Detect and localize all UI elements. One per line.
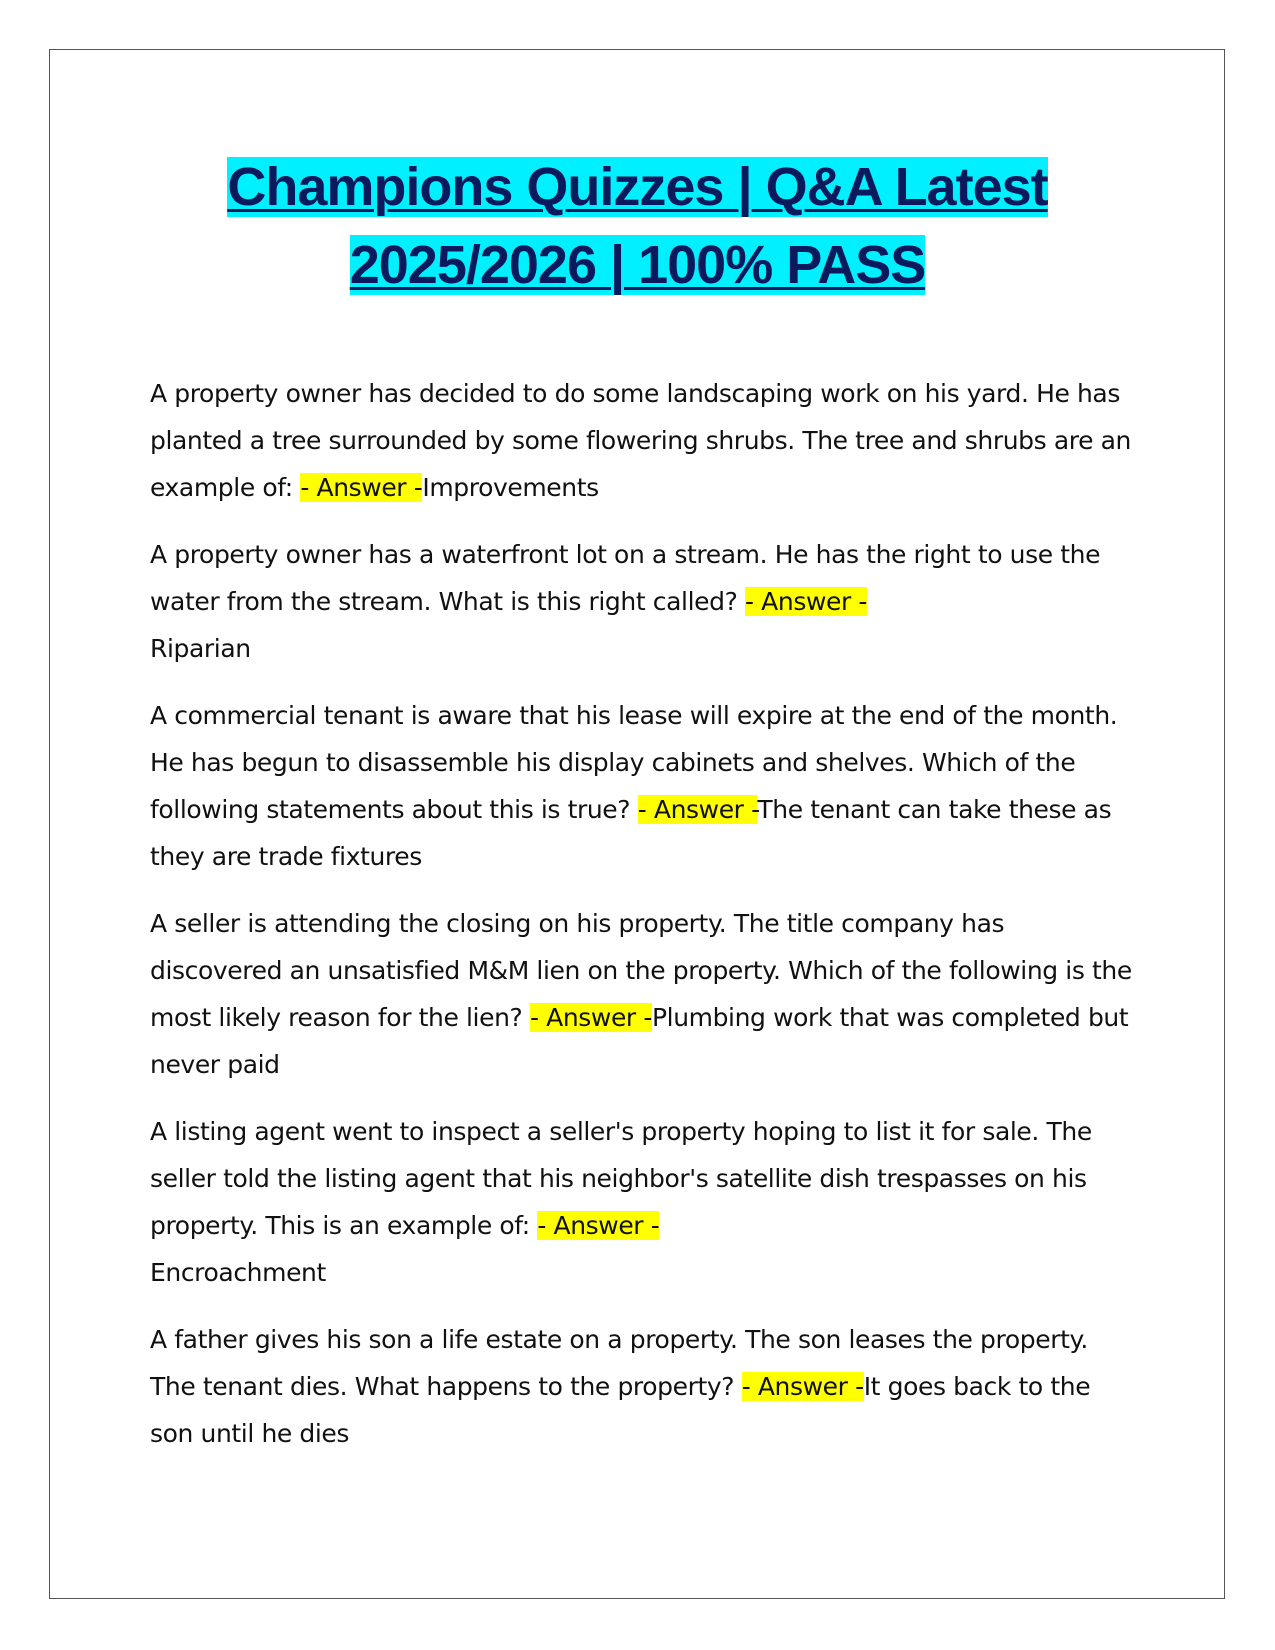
qa-item [150,1108,1140,1296]
qa-item [150,531,1140,672]
question-text: A father gives his son a life estate on a property. The son leases the property. The tenant dies. What happens to the property? [150,1325,1088,1401]
answer-text: Riparian [150,634,251,663]
qa-item [150,900,1140,1088]
qa-item [150,1316,1140,1457]
answer-text: Encroachment [150,1258,326,1287]
answer-text: Improvements [422,473,599,502]
title-line-1: Champions Quizzes | Q&A Latest [227,157,1048,217]
qa-list [150,370,1140,1477]
answer-marker: - Answer - [537,1211,660,1240]
answer-text: Plumbing work that was completed but never paid [150,1003,1129,1079]
title-line-2: 2025/2026 | 100% PASS [349,235,926,295]
question-text: A property owner has a waterfront lot on a stream. He has the right to use the water from the stream. What is this right called? [150,540,1101,616]
question-text: A seller is attending the closing on his property. The title company has discovered an unsatisfied M&M lien on the property. Which of the following is the most likely reason for the lien? [150,909,1132,1032]
answer-marker: - Answer - [300,473,423,502]
document-title [100,148,1175,304]
answer-marker: - Answer - [745,587,868,616]
question-text: A property owner has decided to do some landscaping work on his yard. He has planted a tree surrounded by some flowering shrubs. The tree and shrubs are an example of: [150,379,1131,502]
question-text: A commercial tenant is aware that his lease will expire at the end of the month. He has begun to disassemble his display cabinets and shelves. Which of the following statements about this is true? [150,701,1118,824]
qa-item [150,692,1140,880]
question-text: A listing agent went to inspect a seller's property hoping to list it for sale. The seller told the listing agent that his neighbor's satellite dish trespasses on his property. This is an example of: [150,1117,1092,1240]
answer-text: It goes back to the son until he dies [150,1372,1091,1448]
qa-item [150,370,1140,511]
answer-marker: - Answer - [741,1372,864,1401]
answer-marker: - Answer - [529,1003,652,1032]
answer-text: The tenant can take these as they are trade fixtures [150,795,1112,871]
answer-marker: - Answer - [637,795,758,824]
